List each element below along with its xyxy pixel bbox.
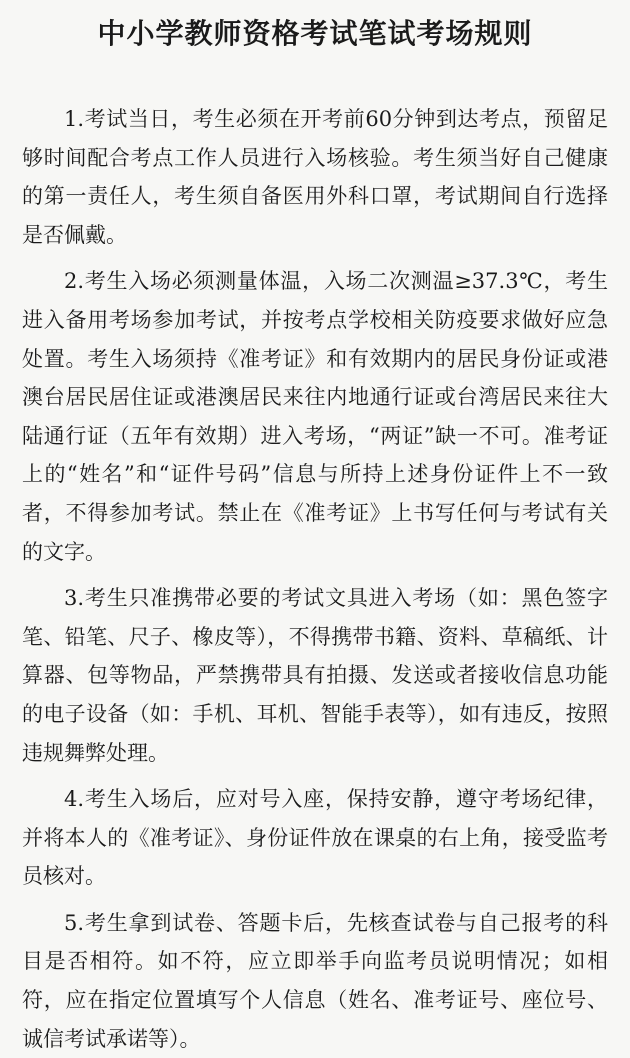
document-title: 中小学教师资格考试笔试考场规则: [97, 17, 533, 50]
rule-5: 5.考生拿到试卷、答题卡后，先核查试卷与自己报考的科目是否相符。如不符，应立即举手向监考员说明情况；如相符，应在指定位置填写个人信息（姓名、准考证号、座位号、诚信考试承诺等）。: [22, 910, 608, 1051]
rules-list: [22, 100, 608, 1058]
rule-1: 1.考试当日，考生必须在开考前60分钟到达考点，预留足够时间配合考点工作人员进行入场核验。考生须当好自己健康的第一责任人，考生须自备医用外科口罩，考试期间自行选择是否佩戴。: [22, 107, 608, 247]
rule-3: 3.考生只准携带必要的考试文具进入考场（如：黑色签字笔、铅笔、尺子、橡皮等），不得携带书籍、资料、草稿纸、计算器、包等物品，严禁携带具有拍摄、发送或者接收信息功能的电子设备（如：手机、耳机、智能手表等），如有违反，按照违规舞弊处理。: [22, 586, 608, 765]
rule-4: 4.考生入场后，应对号入座，保持安静，遵守考场纪律，并将本人的《准考证》、身份证件放在课桌的右上角，接受监考员核对。: [22, 787, 608, 889]
rule-2: 2.考生入场必须测量体温，入场二次测温≥37.3℃，考生进入备用考场参加考试，并按考点学校相关防疫要求做好应急处置。考生入场须持《准考证》和有效期内的居民身份证或港澳台居民居住证或港澳居民来往内地通行证或台湾居民来往大陆通行证（五年有效期）进入考场，“两证”缺一不可。准考证上的“姓名”和“证件号码”信息与所持上述身份证件上不一致者，不得参加考试。禁止在《准考证》上书写任何与考试有关的文字。: [22, 269, 608, 564]
